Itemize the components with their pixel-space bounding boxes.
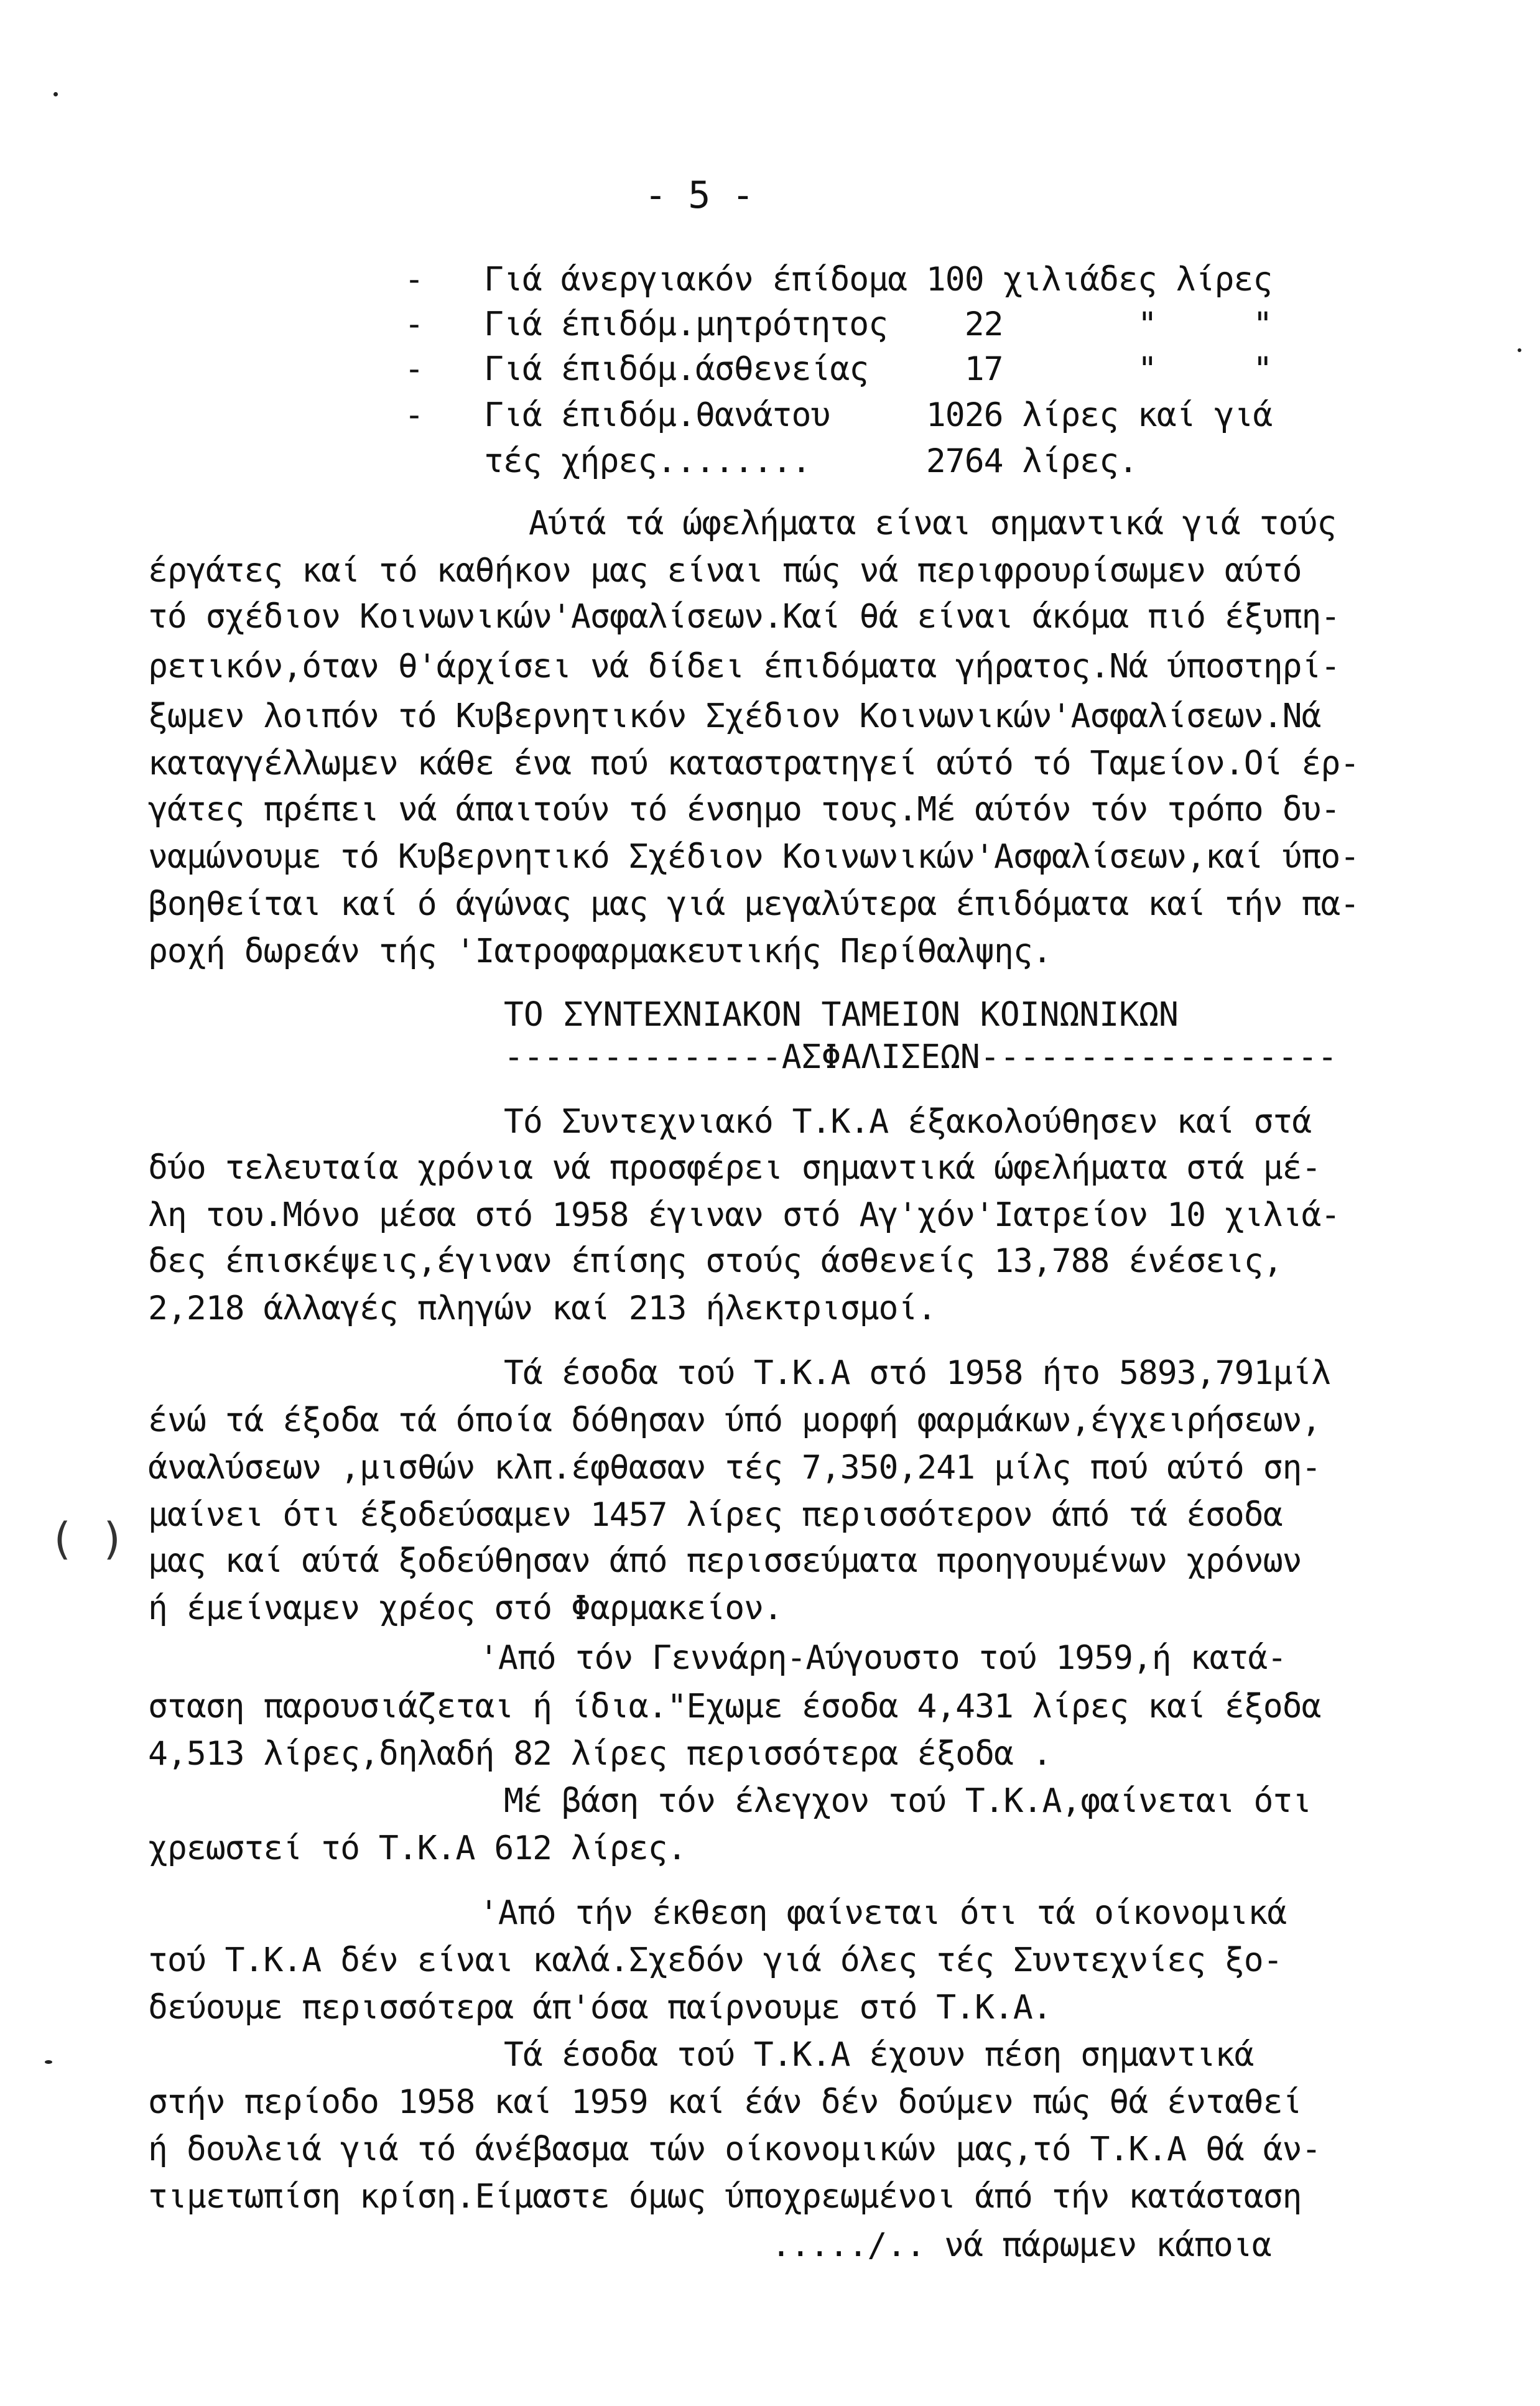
paragraph-line: μαίνει ότι έξοδεύσαμεν 1457 λίρες περισσότερον άπό τά έσοδα bbox=[148, 1496, 1283, 1534]
list-item-maternity: Γιά έπιδόμ.μητρότητος 22 " " bbox=[484, 305, 1273, 343]
paragraph-line: τιμετωπίση κρίση.Είμαστε όμως ύποχρεωμένοι άπό τήν κατάσταση bbox=[148, 2178, 1302, 2216]
paragraph-line: δες έπισκέψεις,έγιναν έπίσης στούς άσθενείς 13,788 ένέσεις, bbox=[148, 1242, 1283, 1280]
list-item-death: Γιά έπιδόμ.θανάτου 1026 λίρες καί γιά bbox=[484, 396, 1273, 434]
scan-speck bbox=[1518, 348, 1521, 352]
paragraph-line: 'Από τήν έκθεση φαίνεται ότι τά οίκονομικά bbox=[479, 1894, 1287, 1932]
list-item-unemployment: Γιά άνεργιακόν έπίδομα 100 χιλιάδες λίρες bbox=[484, 261, 1273, 299]
continuation-line: ...../.. νά πάρωμεν κάποια bbox=[771, 2226, 1271, 2264]
paragraph-line: δεύουμε περισσότερα άπ'όσα παίρνουμε στό Τ.Κ.Α. bbox=[148, 1989, 1052, 2027]
list-dash: - bbox=[404, 350, 424, 388]
paragraph-line: Τά έσοδα τού Τ.Κ.Α έχουν πέση σημαντικά bbox=[504, 2036, 1254, 2074]
paragraph-line: 4,513 λίρες,δηλαδή 82 λίρες περισσότερα έξοδα . bbox=[148, 1735, 1052, 1773]
paragraph-line: στήν περίοδο 1958 καί 1959 καί έάν δέν δούμεν πώς θά ένταθεί bbox=[148, 2083, 1302, 2121]
paragraph-line: Μέ βάση τόν έλεγχον τού Τ.Κ.Α,φαίνεται ότι bbox=[504, 1782, 1312, 1820]
paragraph-line: άναλύσεων ,μισθών κλπ.έφθασαν τές 7,350,241 μίλς πού αύτό ση- bbox=[148, 1449, 1321, 1487]
section-heading-underlined: --------------ΑΣΦΑΛΙΣΕΩΝ------------------ bbox=[504, 1038, 1338, 1076]
scan-speck bbox=[53, 92, 58, 96]
paragraph-line: Τά έσοδα τού Τ.Κ.Α στό 1958 ήτο 5893,791μίλ bbox=[504, 1354, 1331, 1392]
paragraph-line: ροχή δωρεάν τής 'Ιατροφαρμακευτικής Περίθαλψης. bbox=[148, 932, 1052, 970]
list-dash: - bbox=[404, 305, 424, 343]
paragraph-line: έργάτες καί τό καθήκον μας είναι πώς νά περιφρουρίσωμεν αύτό bbox=[148, 552, 1302, 590]
paragraph-line: χρεωστεί τό Τ.Κ.Α 612 λίρες. bbox=[148, 1829, 687, 1867]
paragraph-line: καταγγέλλωμεν κάθε ένα πού καταστρατηγεί αύτό τό Ταμείον.Οί έρ- bbox=[148, 745, 1360, 783]
list-item-widows: τές χήρες........ 2764 λίρες. bbox=[484, 442, 1138, 480]
paragraph-line: βοηθείται καί ό άγώνας μας γιά μεγαλύτερα έπιδόματα καί τήν πα- bbox=[148, 885, 1360, 923]
page-number: - 5 - bbox=[644, 174, 754, 217]
paragraph-line: ένώ τά έξοδα τά όποία δόθησαν ύπό μορφή φαρμάκων,έγχειρήσεων, bbox=[148, 1401, 1321, 1439]
paragraph-line: ή δουλειά γιά τό άνέβασμα τών οίκονομικών μας,τό Τ.Κ.Α θά άν- bbox=[148, 2130, 1321, 2168]
paragraph-line: σταση παρουσιάζεται ή ίδια."Εχωμε έσοδα 4,431 λίρες καί έξοδα bbox=[148, 1688, 1321, 1726]
paragraph-line: ναμώνουμε τό Κυβερνητικό Σχέδιον Κοινωνικών'Ασφαλίσεων,καί ύπο- bbox=[148, 838, 1360, 876]
list-item-sickness: Γιά έπιδόμ.άσθενείας 17 " " bbox=[484, 350, 1273, 388]
scan-speck bbox=[45, 2060, 52, 2064]
paragraph-line: 'Από τόν Γεννάρη-Αύγουστο τού 1959,ή κατά- bbox=[479, 1639, 1287, 1677]
paragraph-line: τό σχέδιον Κοινωνικών'Ασφαλίσεων.Καί θά είναι άκόμα πιό έξυπη- bbox=[148, 598, 1340, 636]
paragraph-line: ξωμεν λοιπόν τό Κυβερνητικόν Σχέδιον Κοινωνικών'Ασφαλίσεων.Νά bbox=[148, 697, 1321, 735]
paragraph-line: Τό Συντεχνιακό Τ.Κ.Α έξακολούθησεν καί στά bbox=[504, 1103, 1312, 1141]
paragraph-line: ή έμείναμεν χρέος στό Φαρμακείον. bbox=[148, 1589, 782, 1627]
list-dash: - bbox=[404, 261, 424, 299]
paragraph-line: ρετικόν,όταν θ'άρχίσει νά δίδει έπιδόματα γήρατος.Νά ύποστηρί- bbox=[148, 648, 1340, 685]
paragraph-line: 2,218 άλλαγές πληγών καί 213 ήλεκτρισμοί. bbox=[148, 1289, 937, 1327]
paragraph-line: τού Τ.Κ.Α δέν είναι καλά.Σχεδόν γιά όλες τές Συντεχνίες ξο- bbox=[148, 1941, 1283, 1979]
section-heading: ΤΟ ΣΥΝΤΕΧΝΙΑΚΟΝ ΤΑΜΕΙΟΝ ΚΟΙΝΩΝΙΚΩΝ bbox=[504, 996, 1179, 1034]
paragraph-line: γάτες πρέπει νά άπαιτούν τό ένσημο τους.Μέ αύτόν τόν τρόπο δυ- bbox=[148, 791, 1340, 829]
paragraph-line: δύο τελευταία χρόνια νά προσφέρει σημαντικά ώφελήματα στά μέ- bbox=[148, 1149, 1321, 1187]
paragraph-line: λη του.Μόνο μέσα στό 1958 έγιναν στό Αγ'χόν'Ιατρείον 10 χιλιά- bbox=[148, 1196, 1340, 1234]
paragraph-line: Αύτά τά ώφελήματα είναι σημαντικά γιά τούς bbox=[529, 504, 1337, 542]
margin-mark: ( ) bbox=[49, 1513, 126, 1564]
list-dash: - bbox=[404, 396, 424, 434]
paragraph-line: μας καί αύτά ξοδεύθησαν άπό περισσεύματα προηγουμένων χρόνων bbox=[148, 1542, 1302, 1580]
